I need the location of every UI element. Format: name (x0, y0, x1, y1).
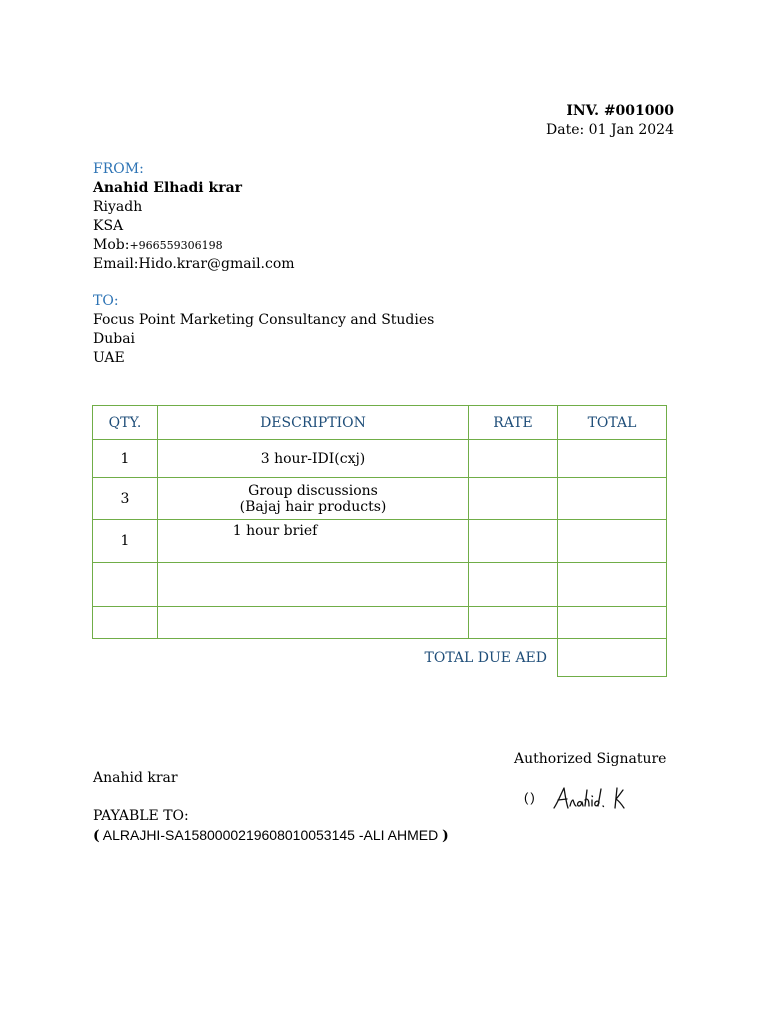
invoice-number: INV. #001000 (566, 103, 674, 119)
from-name: Anahid Elhadi krar (93, 180, 243, 196)
bank-open-paren: ( (93, 828, 100, 844)
signature-brackets: () (524, 790, 537, 805)
row-description: Group discussions (248, 482, 378, 499)
row-total (558, 478, 667, 520)
header-total: TOTAL (558, 406, 667, 440)
total-due-label: TOTAL DUE AED (424, 649, 547, 666)
from-block (93, 160, 295, 274)
row-rate (469, 440, 558, 478)
from-heading: FROM: (93, 161, 144, 177)
invoice-table (92, 405, 667, 677)
total-due-value (558, 639, 667, 677)
table-row (93, 520, 667, 563)
total-due-row (93, 639, 667, 677)
row-rate (469, 607, 558, 639)
header-description: DESCRIPTION (158, 406, 469, 440)
row-description-cell (158, 520, 469, 563)
signer-name: Anahid krar (93, 770, 178, 786)
row-total (558, 440, 667, 478)
row-rate (469, 478, 558, 520)
table-row (93, 440, 667, 478)
row-description-cell (158, 478, 469, 520)
row-total (558, 563, 667, 607)
table-row (93, 563, 667, 607)
bank-account: ALRAJHI-SA1580000219608010053145 -ALI AHMED (99, 827, 443, 843)
bank-details (93, 827, 449, 844)
to-block (93, 292, 434, 368)
row-description: 3 hour-IDI(cxj) (158, 440, 469, 478)
mobile-label: Mob: (93, 237, 130, 253)
row-qty: 1 (93, 520, 158, 563)
row-qty: 1 (93, 440, 158, 478)
from-city: Riyadh (93, 199, 143, 215)
row-total (558, 520, 667, 563)
row-description-line2: (Bajaj hair products) (239, 498, 387, 515)
from-mobile (93, 236, 295, 255)
to-country: UAE (93, 350, 125, 366)
table-row (93, 478, 667, 520)
from-email: Email:Hido.krar@gmail.com (93, 256, 295, 272)
payable-heading: PAYABLE TO: (93, 808, 189, 824)
header-rate: RATE (469, 406, 558, 440)
from-country: KSA (93, 218, 124, 234)
row-total (558, 607, 667, 639)
row-qty (93, 563, 158, 607)
spacer-cell (93, 639, 158, 677)
handwritten-signature (552, 784, 638, 818)
row-description (158, 607, 469, 639)
row-rate (469, 563, 558, 607)
header-qty: QTY. (93, 406, 158, 440)
table-header-row (93, 406, 667, 440)
to-heading: TO: (93, 293, 119, 309)
invoice-date: Date: 01 Jan 2024 (546, 122, 674, 138)
row-qty: 3 (93, 478, 158, 520)
row-qty (93, 607, 158, 639)
row-rate (469, 520, 558, 563)
mobile-number: +966559306198 (129, 239, 223, 252)
to-company: Focus Point Marketing Consultancy and Studies (93, 312, 435, 328)
row-description: 1 hour brief (232, 523, 318, 539)
row-description (158, 563, 469, 607)
bank-close-paren: ) (442, 828, 449, 844)
to-city: Dubai (93, 331, 136, 347)
table-row (93, 607, 667, 639)
authorized-signature-label: Authorized Signature (514, 751, 667, 767)
